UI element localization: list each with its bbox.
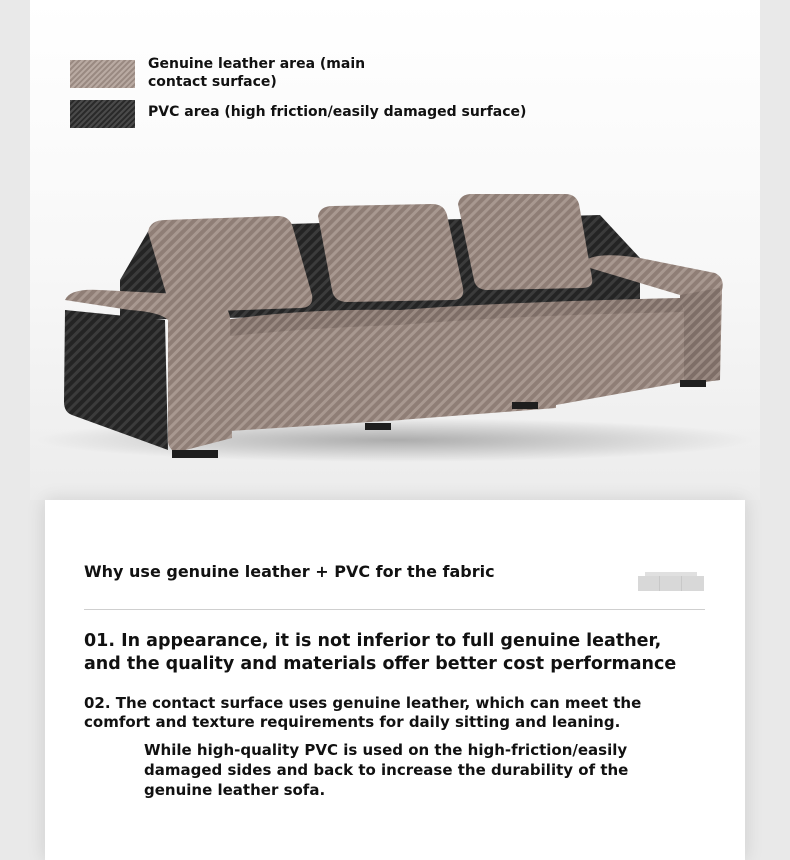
info-card [45, 500, 745, 860]
pvc-swatch [70, 100, 135, 128]
leather-swatch [70, 60, 135, 88]
legend-item-leather [70, 55, 428, 91]
sofa-icon [637, 570, 705, 592]
point-2: 02. The contact surface uses genuine leather, which can meet the comfort and texture requirements for daily sitting and leaning. [84, 694, 642, 731]
section-heading: Why use genuine leather + PVC for the fabric [84, 562, 495, 581]
point-1: 01. In appearance, it is not inferior to full genuine leather, and the quality and materials offer better cost performance [84, 631, 677, 674]
legend-label-leather: Genuine leather area (main contact surface) [148, 56, 366, 90]
divider [84, 609, 705, 610]
point-2-continued: While high-quality PVC is used on the high-friction/easily damaged sides and back to increase the durability of the genuine leather sofa. [144, 741, 629, 799]
legend-label-pvc: PVC area (high friction/easily damaged surface) [148, 104, 527, 120]
sofa-image [0, 170, 790, 480]
legend-item-pvc [70, 100, 568, 128]
